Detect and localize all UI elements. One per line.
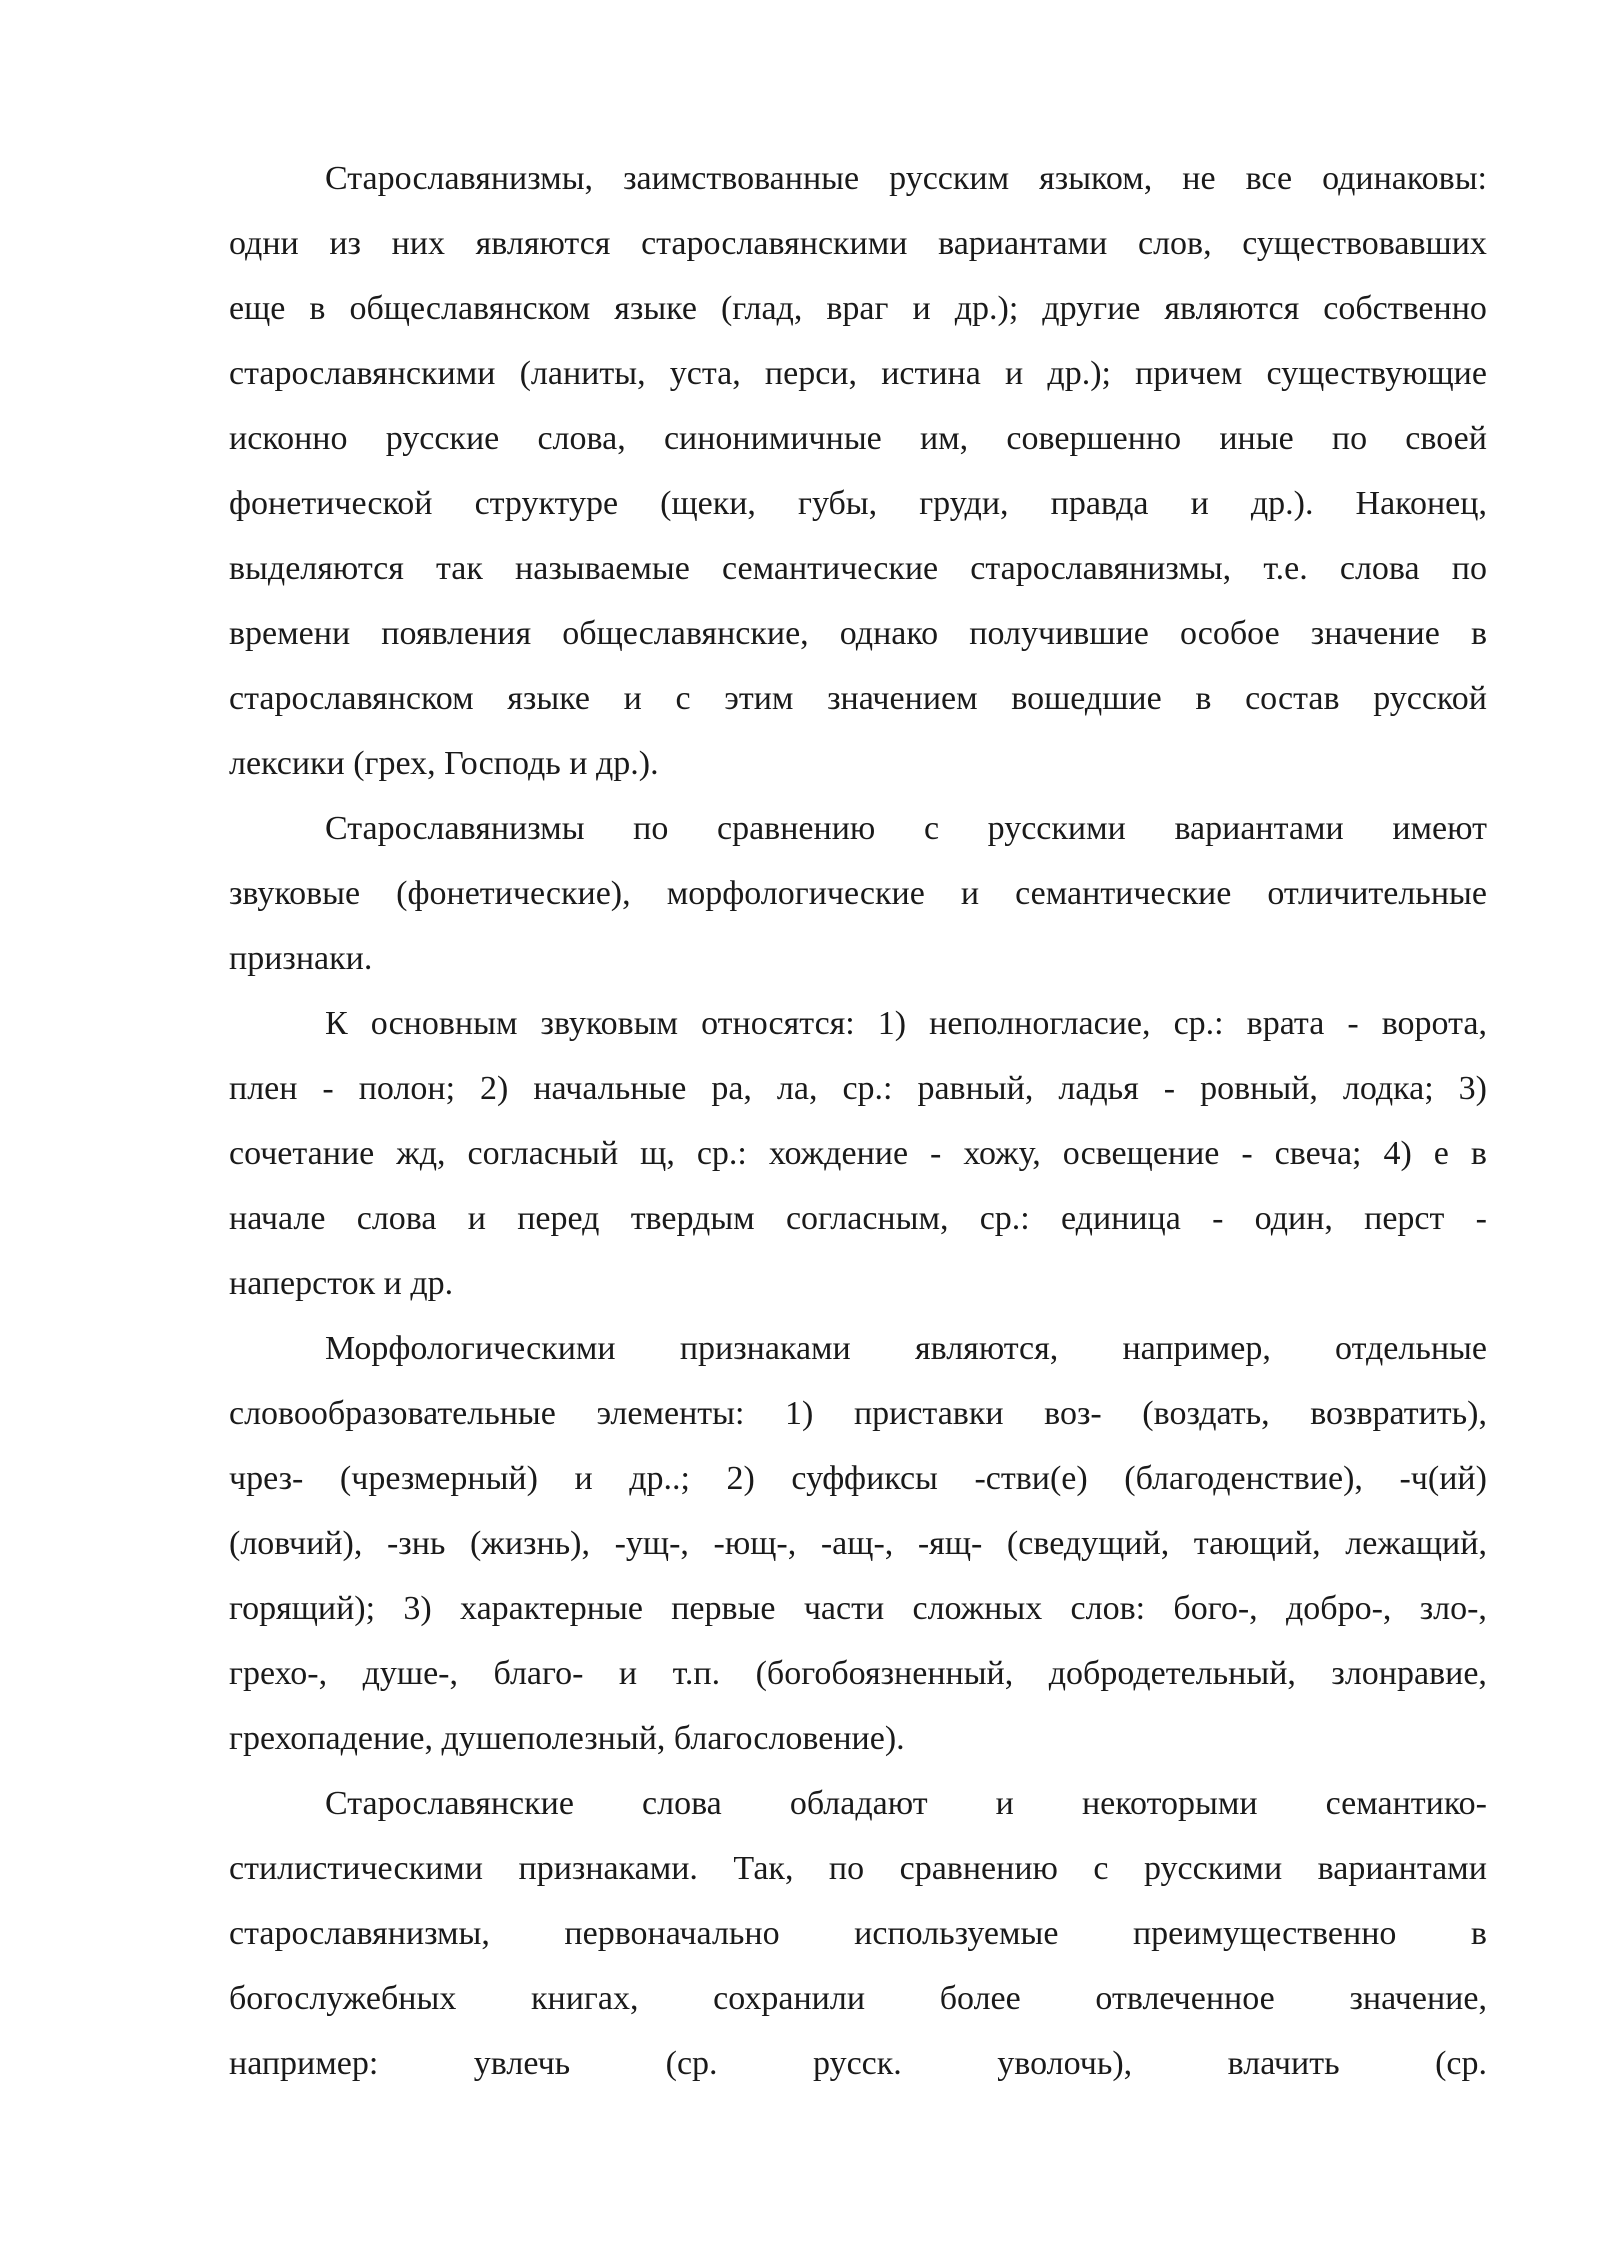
text-line: (ловчий), -знь (жизнь), -ущ-, -ющ-, -ащ-, -ящ- (сведущий, тающий, лежащий, <box>229 1525 1487 1562</box>
text-line: наперсток и др. <box>229 1265 454 1302</box>
paragraph-4 <box>229 1316 1487 1771</box>
text-line: горящий); 3) характерные первые части сложных слов: бого-, добро-, зло-, <box>229 1590 1487 1627</box>
text-line: плен - полон; 2) начальные ра, ла, ср.: равный, ладья - ровный, лодка; 3) <box>229 1070 1487 1107</box>
text-line: одни из них являются старославянскими вариантами слов, существовавших <box>229 225 1487 262</box>
text-line: например: увлечь (ср. русск. уволочь), влачить (ср. <box>229 2045 1487 2082</box>
text-line: словообразовательные элементы: 1) приставки воз- (воздать, возвратить), <box>229 1395 1487 1432</box>
paragraph-5 <box>229 1771 1487 2096</box>
text-line: выделяются так называемые семантические старославянизмы, т.е. слова по <box>229 550 1487 587</box>
text-line: сочетание жд, согласный щ, ср.: хождение - хожу, освещение - свеча; 4) е в <box>229 1135 1487 1172</box>
text-line: фонетической структуре (щеки, губы, груди, правда и др.). Наконец, <box>229 485 1487 522</box>
text-line: звуковые (фонетические), морфологические и семантические отличительные <box>229 875 1487 912</box>
paragraph-1 <box>229 146 1487 796</box>
paragraph-3 <box>229 991 1487 1316</box>
text-line: признаки. <box>229 940 373 977</box>
text-line: еще в общеславянском языке (глад, враг и др.); другие являются собственно <box>229 290 1487 327</box>
paragraph-2 <box>229 796 1487 991</box>
text-line: начале слова и перед твердым согласным, ср.: единица - один, перст - <box>229 1200 1487 1237</box>
text-line: Старославянские слова обладают и некоторыми семантико- <box>325 1785 1487 1822</box>
text-line: старославянском языке и с этим значением вошедшие в состав русской <box>229 680 1487 717</box>
document-text-body <box>229 146 1487 2096</box>
text-line: Старославянизмы по сравнению с русскими вариантами имеют <box>325 810 1487 847</box>
text-line: стилистическими признаками. Так, по сравнению с русскими вариантами <box>229 1850 1487 1887</box>
text-line: Морфологическими признаками являются, например, отдельные <box>325 1330 1487 1367</box>
text-line: старославянскими (ланиты, уста, перси, истина и др.); причем существующие <box>229 355 1487 392</box>
text-line: Старославянизмы, заимствованные русским языком, не все одинаковы: <box>325 160 1487 197</box>
text-line: лексики (грех, Господь и др.). <box>229 745 659 782</box>
text-line: времени появления общеславянские, однако получившие особое значение в <box>229 615 1487 652</box>
text-line: исконно русские слова, синонимичные им, совершенно иные по своей <box>229 420 1487 457</box>
text-line: богослужебных книгах, сохранили более отвлеченное значение, <box>229 1980 1487 2017</box>
text-line: чрез- (чрезмерный) и др..; 2) суффиксы -стви(е) (благоденствие), -ч(ий) <box>229 1460 1487 1497</box>
text-line: грехо-, душе-, благо- и т.п. (богобоязненный, добродетельный, злонравие, <box>229 1655 1487 1692</box>
text-line: К основным звуковым относятся: 1) неполногласие, ср.: врата - ворота, <box>325 1005 1487 1042</box>
text-line: старославянизмы, первоначально используемые преимущественно в <box>229 1915 1487 1952</box>
text-line: грехопадение, душеполезный, благословение). <box>229 1720 905 1757</box>
